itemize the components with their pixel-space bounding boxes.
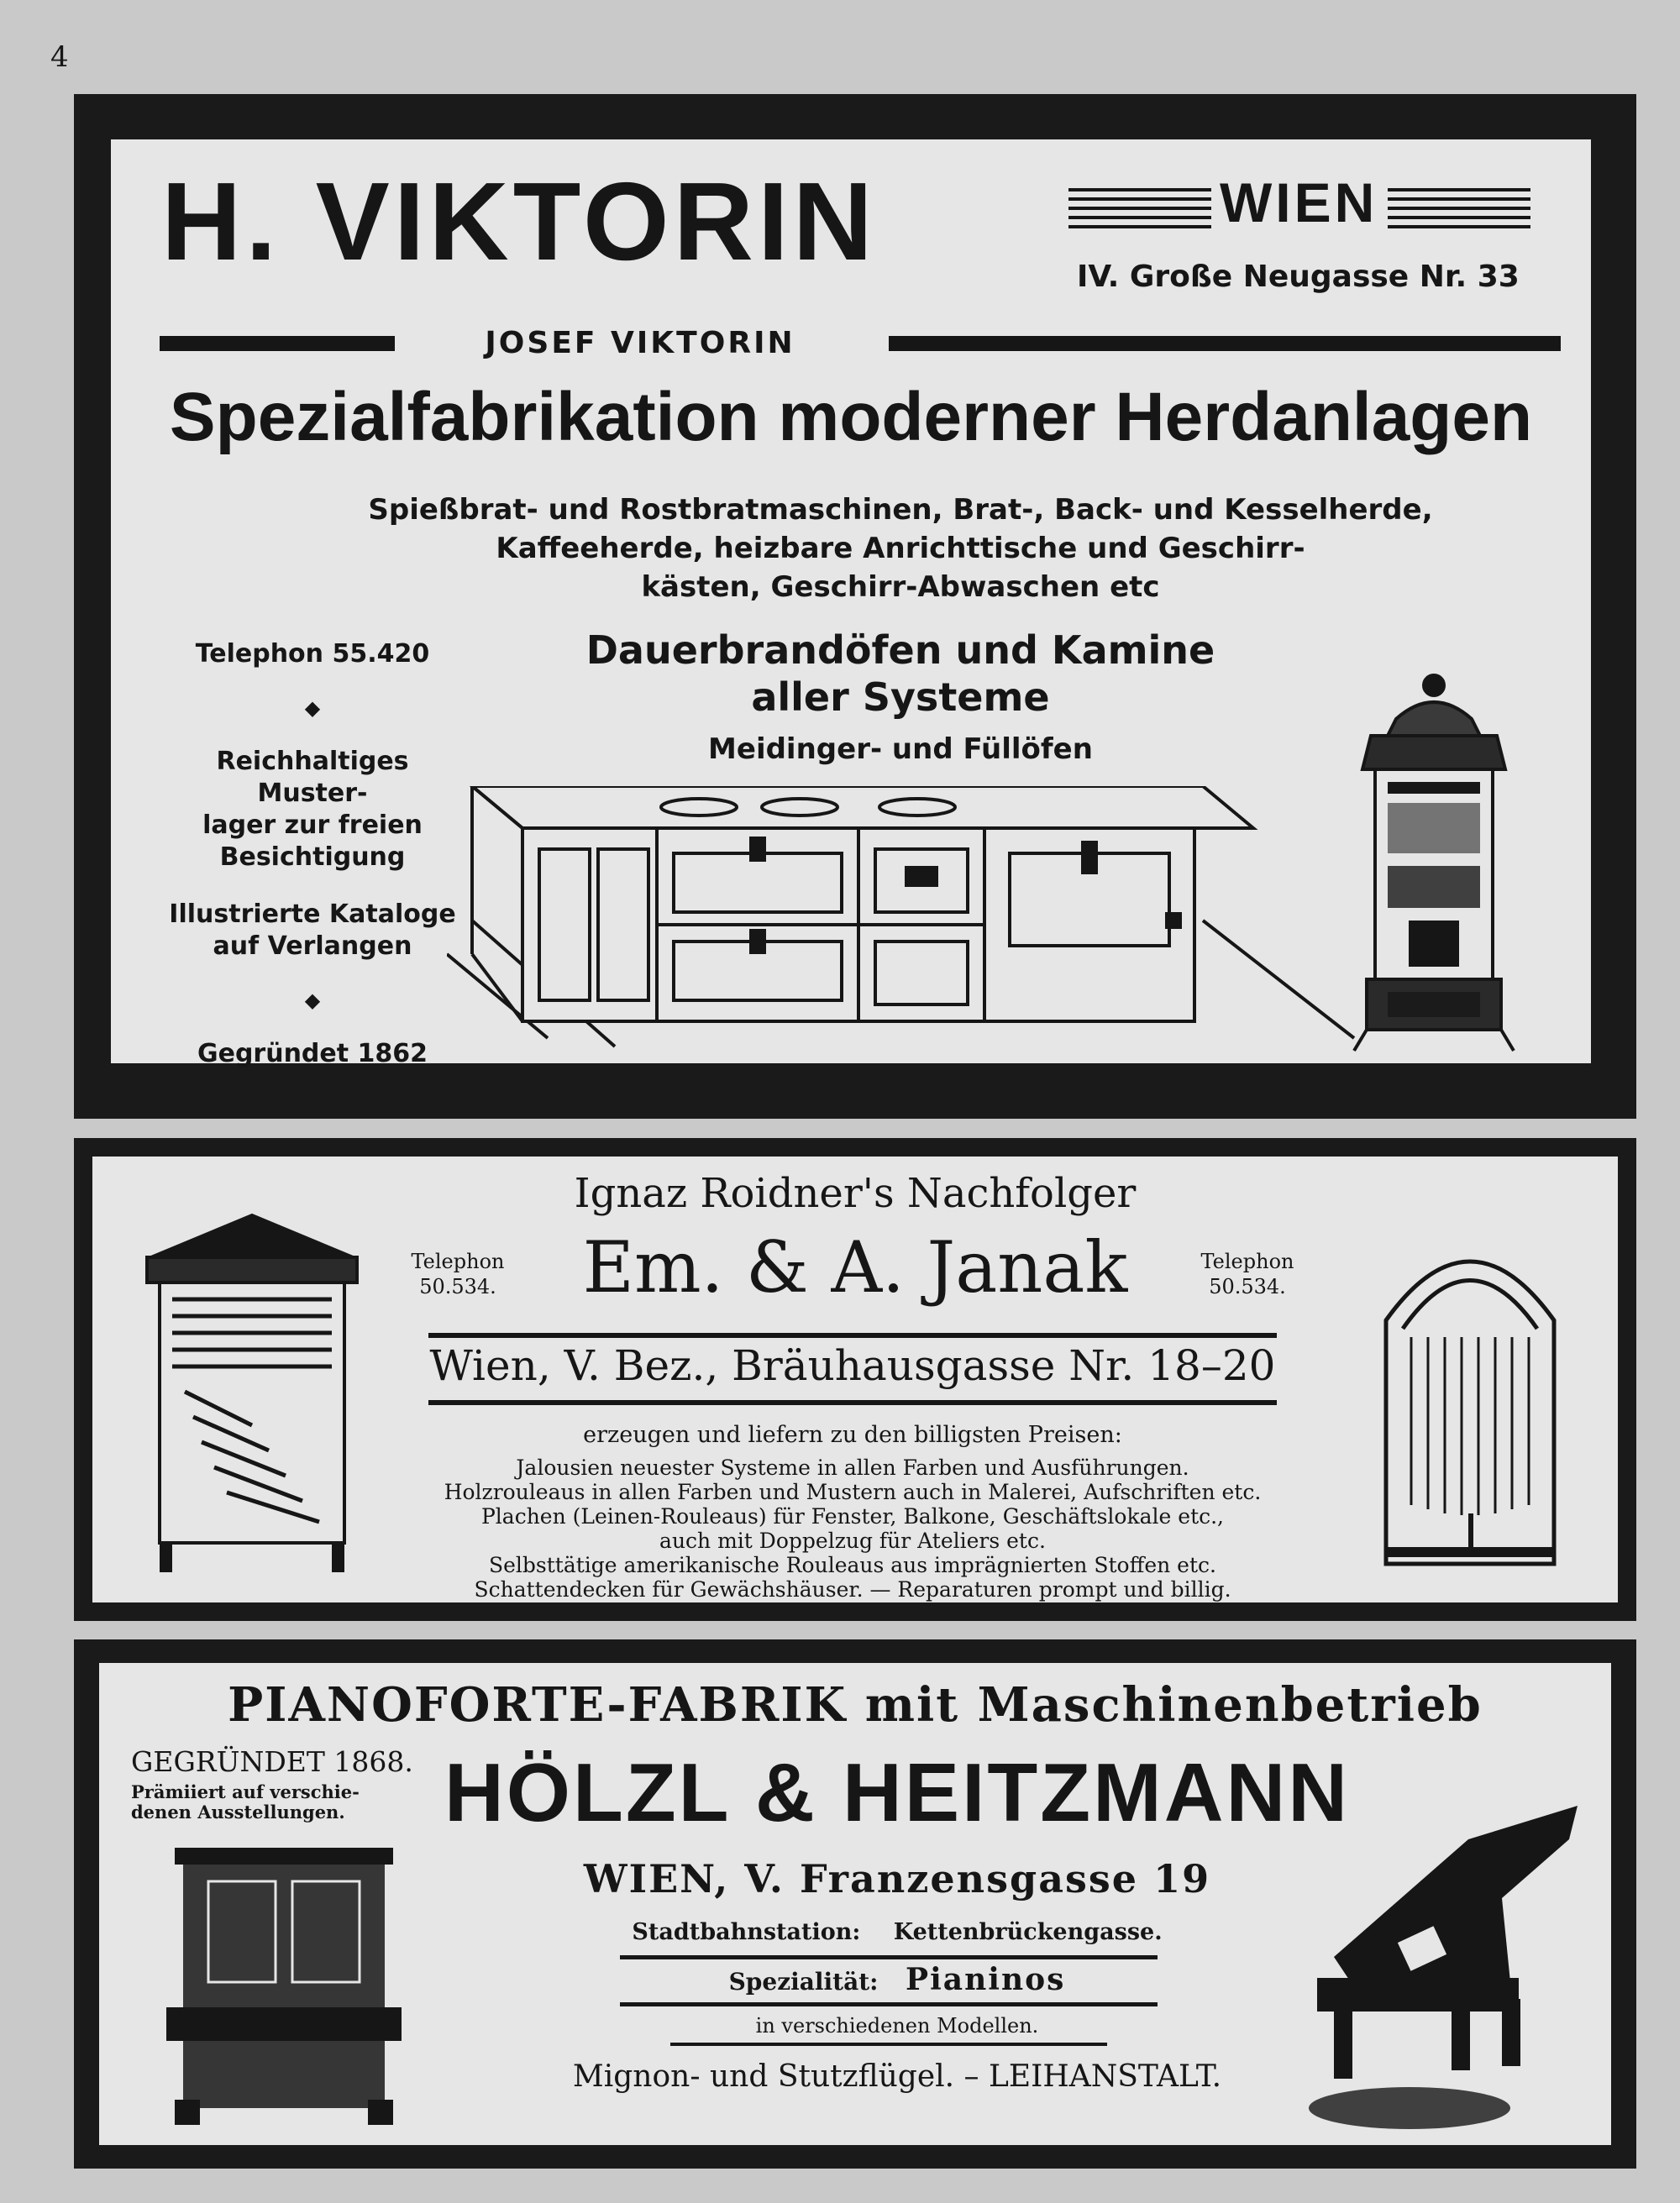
- specialty-value: Pianinos: [906, 1962, 1066, 1997]
- kitchen-range-illustration: [447, 786, 1371, 1055]
- station-name: Kettenbrückengasse.: [893, 1919, 1163, 1945]
- janak-ad: [74, 1138, 1636, 1621]
- catalog-line-1: Illustrierte Kataloge: [169, 900, 456, 929]
- viktorin-products: [262, 490, 1539, 606]
- specialty-rule-top: [620, 1955, 1158, 1959]
- viktorin-address: IV. Große Neugasse Nr. 33: [1077, 260, 1520, 294]
- ovens-line-2: aller Systeme: [751, 674, 1050, 720]
- decorative-rules-right: [1388, 188, 1530, 228]
- viktorin-panel: [111, 139, 1591, 1068]
- upright-piano-illustration: [158, 1848, 410, 2125]
- decorative-rules-left: [1068, 188, 1211, 228]
- tel-right-number: 50.534.: [1209, 1275, 1286, 1298]
- owner-rule-left: [160, 336, 395, 351]
- specialty-rule-bottom: [620, 2002, 1158, 2006]
- janak-address: Wien, V. Bez., Bräuhausgasse Nr. 18–20: [429, 1341, 1276, 1390]
- sample-line-3: Besichtigung: [219, 842, 406, 872]
- diamond-ornament: ◆: [304, 989, 321, 1012]
- hoelzl-station: [418, 1919, 1376, 1945]
- products-line-3: kästen, Geschirr-Abwaschen etc: [641, 570, 1160, 604]
- tiled-stove-illustration: [1337, 669, 1530, 1055]
- grand-piano-illustration: [1300, 1789, 1603, 2133]
- hoelzl-company-name: HÖLZL & HEITZMANN: [444, 1746, 1351, 1838]
- hoelzl-models: in verschiedenen Modellen.: [755, 2014, 1039, 2038]
- janak-product-list: [428, 1456, 1277, 1602]
- sample-line-1: Reichhaltiges Muster-: [216, 747, 409, 808]
- station-label: Stadtbahnstation:: [632, 1919, 861, 1945]
- catalog-text: [161, 899, 464, 963]
- ovens-line-1: Dauerbrandöfen und Kamine: [585, 627, 1215, 673]
- ovens-heading: [472, 627, 1329, 773]
- viktorin-ad: [74, 94, 1636, 1119]
- janak-telephone-left: [395, 1249, 521, 1299]
- window-blinds-illustration: [134, 1207, 370, 1576]
- hoelzl-address: WIEN, V. Franzensgasse 19: [583, 1856, 1211, 1901]
- hoelzl-footer: Mignon- und Stutzflügel. – LEIHANSTALT.: [572, 2059, 1222, 2094]
- viktorin-city: WIEN: [1220, 171, 1378, 233]
- viktorin-headline: Spezialfabrikation moderner Herdanlagen: [169, 379, 1533, 455]
- hoelzl-founded: GEGRÜNDET 1868.: [131, 1745, 413, 1778]
- tel-left-label: Telephon: [411, 1250, 505, 1273]
- products-line-2: Kaffeeherde, heizbare Anrichttische und Geschirr-: [496, 532, 1305, 565]
- product-line-3: Plachen (Leinen-Rouleaus) für Fenster, Balkone, Geschäftslokale etc.,: [480, 1504, 1225, 1529]
- viktorin-telephone: Telephon 55.420: [195, 639, 430, 669]
- hoelzl-panel: [99, 1663, 1611, 2145]
- product-line-1: Jalousien neuester Systeme in allen Farben und Ausführungen.: [516, 1456, 1189, 1480]
- owner-rule-right: [889, 336, 1561, 351]
- products-line-1: Spießbrat- und Rostbratmaschinen, Brat-, Back- und Kesselherde,: [368, 493, 1433, 527]
- sample-line-2: lager zur freien: [202, 810, 423, 840]
- tel-left-number: 50.534.: [419, 1275, 496, 1298]
- hoelzl-headline: PIANOFORTE-FABRIK mit Maschinenbetrieb: [228, 1677, 1483, 1733]
- product-line-6: Schattendecken für Gewächshäuser. — Reparaturen prompt und billig.: [474, 1577, 1231, 1602]
- hoelzl-ad: [74, 1639, 1636, 2169]
- janak-panel: [92, 1157, 1618, 1602]
- awards-line-2: denen Ausstellungen.: [131, 1802, 345, 1823]
- viktorin-company-name: H. VIKTORIN: [161, 160, 877, 283]
- tel-right-label: Telephon: [1200, 1250, 1294, 1273]
- janak-address-rule-top: [428, 1333, 1277, 1338]
- hoelzl-specialty: [418, 1962, 1376, 1997]
- janak-company-name: Em. & A. Janak: [582, 1226, 1128, 1309]
- ovens-line-3: Meidinger- und Füllöfen: [708, 732, 1093, 766]
- arched-window-curtain-illustration: [1352, 1203, 1588, 1581]
- janak-telephone-right: [1184, 1249, 1310, 1299]
- awards-line-1: Prämiiert auf verschie-: [131, 1781, 360, 1802]
- viktorin-owner: JOSEF VIKTORIN: [485, 326, 795, 360]
- diamond-ornament: ◆: [304, 696, 321, 720]
- models-rule: [670, 2043, 1107, 2046]
- janak-address-rule-bottom: [428, 1400, 1277, 1405]
- viktorin-info-column: [161, 638, 464, 1070]
- sample-stock-text: [161, 746, 464, 873]
- hoelzl-awards: [131, 1782, 360, 1823]
- product-line-5: Selbsttätige amerikanische Rouleaus aus imprägnierten Stoffen etc.: [489, 1553, 1216, 1577]
- viktorin-founded: Gegründet 1862: [197, 1039, 428, 1068]
- specialty-label: Spezialität:: [728, 1968, 879, 1996]
- page-number: 4: [50, 40, 69, 74]
- product-line-2: Holzrouleaus in allen Farben und Mustern auch in Malerei, Aufschriften etc.: [444, 1480, 1262, 1504]
- janak-intro: erzeugen und liefern zu den billigsten Preisen:: [583, 1422, 1122, 1448]
- janak-predecessor: Ignaz Roidner's Nachfolger: [574, 1170, 1137, 1217]
- product-line-4: auch mit Doppelzug für Ateliers etc.: [659, 1529, 1046, 1553]
- catalog-line-2: auf Verlangen: [213, 931, 412, 961]
